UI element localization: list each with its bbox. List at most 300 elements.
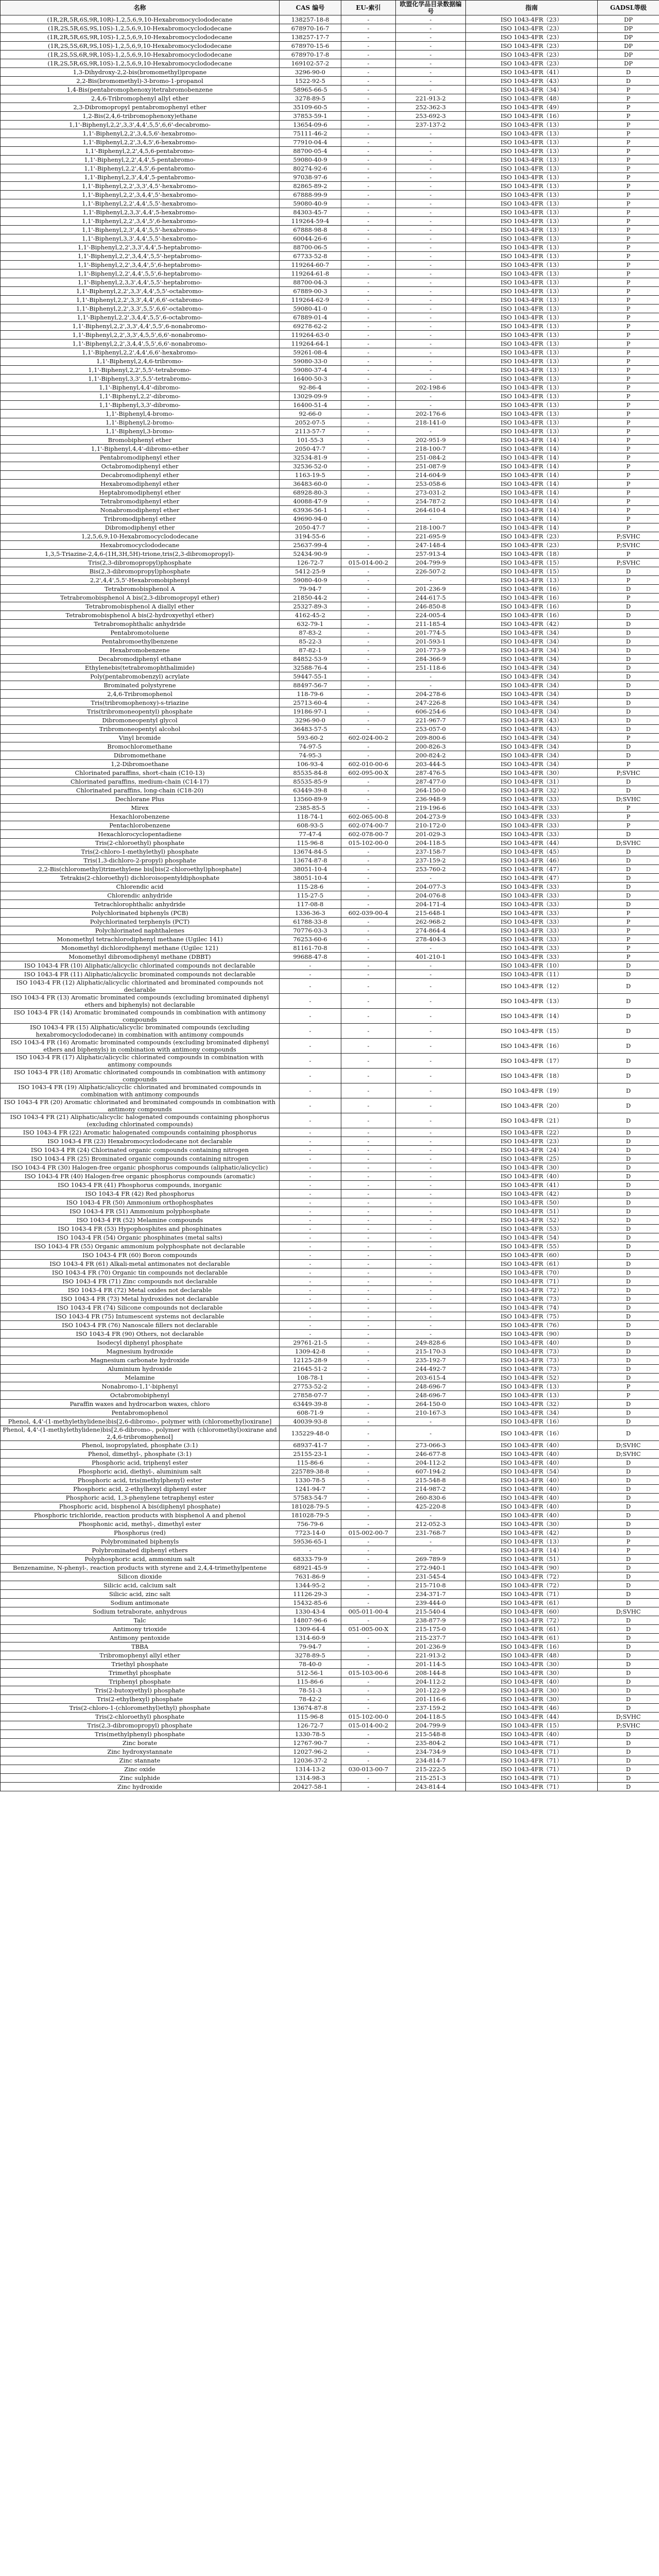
cell-eu-index: - — [341, 191, 396, 199]
cell-cas-number: 63449-39-8 — [280, 1400, 341, 1409]
cell-gadsl-level: D — [598, 681, 659, 690]
cell-gadsl-level: D — [598, 1137, 659, 1146]
cell-cas-number: 59447-55-1 — [280, 672, 341, 681]
cell-ec-number: 210-172-0 — [396, 821, 466, 830]
cell-gadsl-level: D — [598, 1098, 659, 1113]
cell-ec-number: - — [396, 24, 466, 33]
cell-ec-number: 202-198-6 — [396, 383, 466, 392]
cell-guideline: ISO 1043-4FR（33） — [466, 812, 598, 821]
table-row — [1, 918, 659, 926]
cell-eu-index: - — [341, 471, 396, 480]
table-row — [1, 410, 659, 418]
cell-cas-number: 21850-44-2 — [280, 594, 341, 602]
cell-guideline: ISO 1043-4FR（13） — [466, 138, 598, 147]
cell-guideline: ISO 1043-4FR（52） — [466, 1374, 598, 1382]
cell-ec-number: 237-137-2 — [396, 121, 466, 129]
cell-name: Mirex — [1, 804, 280, 812]
cell-guideline: ISO 1043-4FR（14） — [466, 523, 598, 532]
cell-cas-number: 59261-08-4 — [280, 348, 341, 357]
cell-ec-number: - — [396, 287, 466, 296]
cell-name: ISO 1043-4 FR (52) Melamine compounds — [1, 1216, 280, 1225]
cell-cas-number: - — [280, 961, 341, 970]
cell-name: 1,1'-Biphenyl,4-bromo- — [1, 410, 280, 418]
cell-eu-index: - — [341, 804, 396, 812]
cell-eu-index: - — [341, 1417, 396, 1426]
cell-name: ISO 1043-4 FR (24) Chlorinated organic compounds containing nitrogen — [1, 1146, 280, 1155]
cell-guideline: ISO 1043-4FR（71） — [466, 1748, 598, 1756]
cell-gadsl-level: P — [598, 313, 659, 322]
cell-gadsl-level: D — [598, 1616, 659, 1625]
cell-ec-number: - — [396, 129, 466, 138]
cell-ec-number: 214-987-2 — [396, 1485, 466, 1494]
cell-guideline: ISO 1043-4FR（71） — [466, 1277, 598, 1286]
cell-eu-index: - — [341, 1695, 396, 1704]
table-row — [1, 1774, 659, 1783]
cell-cas-number: - — [280, 1054, 341, 1069]
table-row — [1, 734, 659, 742]
cell-name: 1,3,5-Triazine-2,4,6-(1H,3H,5H)-trione,tris(2,3-dibromopropyl)- — [1, 550, 280, 558]
table-row — [1, 664, 659, 672]
cell-cas-number: 36483-60-0 — [280, 480, 341, 488]
table-row — [1, 1581, 659, 1590]
cell-name: Phenol, 4,4'-(1-methylethylidene)bis[2,6-dibromo-, polymer with (chloromethyl)oxirane] — [1, 1417, 280, 1426]
cell-name: ISO 1043-4 FR (21) Aliphatic/alicyclic halogenated compounds containing phosphorus (excluding chlorinated compounds) — [1, 1113, 280, 1128]
cell-gadsl-level: D — [598, 1634, 659, 1642]
cell-gadsl-level: P — [598, 576, 659, 585]
cell-ec-number: 253-692-3 — [396, 112, 466, 121]
cell-guideline: ISO 1043-4FR（40） — [466, 1172, 598, 1181]
cell-cas-number: 59536-65-1 — [280, 1537, 341, 1546]
cell-gadsl-level: D — [598, 1128, 659, 1137]
cell-cas-number: 74-95-3 — [280, 751, 341, 760]
cell-name: ISO 1043-4 FR (90) Others, not declarable — [1, 1330, 280, 1338]
cell-gadsl-level: P — [598, 453, 659, 462]
table-row — [1, 436, 659, 445]
cell-name: ISO 1043-4 FR (19) Aliphatic/alicyclic chlorinated and brominated compounds in combination with antimony compounds — [1, 1083, 280, 1098]
table-row — [1, 1409, 659, 1417]
cell-eu-index: - — [341, 1564, 396, 1572]
cell-ec-number: - — [396, 1546, 466, 1555]
table-row — [1, 804, 659, 812]
cell-cas-number: 169102-57-2 — [280, 59, 341, 68]
table-row — [1, 865, 659, 874]
cell-cas-number: 75111-46-2 — [280, 129, 341, 138]
table-row — [1, 1155, 659, 1163]
cell-guideline: ISO 1043-4FR（34） — [466, 629, 598, 637]
cell-gadsl-level: P — [598, 734, 659, 742]
cell-name: Magnesium carbonate hydroxide — [1, 1356, 280, 1365]
cell-guideline: ISO 1043-4FR（34） — [466, 637, 598, 646]
cell-gadsl-level: D — [598, 777, 659, 786]
cell-guideline: ISO 1043-4FR（34） — [466, 655, 598, 664]
table-row — [1, 681, 659, 690]
cell-name: Monomethyl tetrachlorodiphenyl methane (Ugilec 141) — [1, 935, 280, 944]
table-row — [1, 953, 659, 961]
table-row — [1, 1312, 659, 1321]
cell-guideline: ISO 1043-4FR（51） — [466, 1555, 598, 1564]
cell-cas-number: 3296-90-0 — [280, 68, 341, 77]
cell-name: 1,1'-Biphenyl,2,2',4,4',5,5',6-heptabromo- — [1, 269, 280, 278]
cell-ec-number: - — [396, 234, 466, 243]
table-row — [1, 1686, 659, 1695]
cell-gadsl-level: D — [598, 1555, 659, 1564]
cell-name: Dibromomethane — [1, 751, 280, 760]
table-row — [1, 970, 659, 979]
cell-eu-index: - — [341, 1391, 396, 1400]
cell-ec-number: 219-196-6 — [396, 804, 466, 812]
cell-eu-index: - — [341, 234, 396, 243]
cell-name: 2,2',4,4',5,5'-Hexabromobiphenyl — [1, 576, 280, 585]
cell-name: Tris(2,3-dibromopropyl)phosphate — [1, 558, 280, 567]
cell-guideline: ISO 1043-4FR（13） — [466, 383, 598, 392]
cell-eu-index: - — [341, 1774, 396, 1783]
table-row — [1, 515, 659, 523]
cell-name: ISO 1043-4 FR (55) Organic ammonium polyphosphate not declarable — [1, 1242, 280, 1251]
cell-ec-number: 234-734-9 — [396, 1748, 466, 1756]
cell-gadsl-level: D — [598, 1286, 659, 1295]
cell-ec-number: 253-058-6 — [396, 480, 466, 488]
cell-guideline: ISO 1043-4FR（33） — [466, 944, 598, 953]
cell-gadsl-level: D — [598, 1155, 659, 1163]
cell-cas-number: 13674-87-8 — [280, 1704, 341, 1713]
cell-guideline: ISO 1043-4FR（33） — [466, 918, 598, 926]
cell-cas-number: - — [280, 1260, 341, 1268]
cell-gadsl-level: D — [598, 1251, 659, 1260]
cell-ec-number: - — [396, 331, 466, 340]
table-row — [1, 1181, 659, 1190]
cell-guideline: ISO 1043-4FR（14） — [466, 480, 598, 488]
cell-name: Polybrominated diphenyl ethers — [1, 1546, 280, 1555]
cell-name: Tris(2-butoxyethyl) phosphate — [1, 1686, 280, 1695]
cell-name: Tetrachlorophthalic anhydride — [1, 900, 280, 909]
table-row — [1, 1485, 659, 1494]
cell-ec-number: - — [396, 970, 466, 979]
cell-gadsl-level: D — [598, 1083, 659, 1098]
cell-name: 2,2-Bis(bromomethyl)-3-bromo-1-propanol — [1, 77, 280, 86]
cell-gadsl-level: D — [598, 68, 659, 77]
cell-eu-index: - — [341, 24, 396, 33]
cell-name: 2,4,6-Tribromophenol — [1, 690, 280, 699]
cell-guideline: ISO 1043-4FR（30） — [466, 1695, 598, 1704]
cell-ec-number: 264-150-0 — [396, 786, 466, 795]
cell-cas-number: - — [280, 1190, 341, 1198]
cell-guideline: ISO 1043-4FR（40） — [466, 1450, 598, 1459]
cell-guideline: ISO 1043-4FR（61） — [466, 1634, 598, 1642]
cell-guideline: ISO 1043-4FR（61） — [466, 1260, 598, 1268]
cell-guideline: ISO 1043-4FR（14） — [466, 436, 598, 445]
cell-gadsl-level: D — [598, 655, 659, 664]
cell-name: ISO 1043-4 FR (11) Aliphatic/alicyclic brominated compounds not declarable — [1, 970, 280, 979]
cell-eu-index: - — [341, 1039, 396, 1054]
cell-gadsl-level: P — [598, 296, 659, 304]
cell-name: Zinc hydroxystannate — [1, 1748, 280, 1756]
cell-guideline: ISO 1043-4FR（34） — [466, 751, 598, 760]
cell-eu-index: - — [341, 865, 396, 874]
cell-cas-number: 67889-01-4 — [280, 313, 341, 322]
cell-gadsl-level: D — [598, 672, 659, 681]
cell-name: 1,1'-Biphenyl,2,2',3,3',4,4',5,5',6,6'-decabromo- — [1, 121, 280, 129]
cell-gadsl-level: P — [598, 804, 659, 812]
cell-guideline: ISO 1043-4FR（51） — [466, 1207, 598, 1216]
cell-name: Dechlorane Plus — [1, 795, 280, 804]
cell-eu-index: - — [341, 33, 396, 42]
cell-cas-number: 67889-00-3 — [280, 287, 341, 296]
cell-guideline: ISO 1043-4FR（60） — [466, 1607, 598, 1616]
cell-gadsl-level: P — [598, 138, 659, 147]
cell-ec-number: 215-175-0 — [396, 1625, 466, 1634]
table-row — [1, 147, 659, 156]
table-row — [1, 567, 659, 576]
cell-gadsl-level: P — [598, 812, 659, 821]
cell-ec-number: 218-100-7 — [396, 445, 466, 453]
cell-gadsl-level: P — [598, 401, 659, 410]
cell-name: Dibromodiphenyl ether — [1, 523, 280, 532]
cell-cas-number: 115-86-6 — [280, 1677, 341, 1686]
cell-guideline: ISO 1043-4FR（70） — [466, 1268, 598, 1277]
cell-eu-index: - — [341, 418, 396, 427]
cell-name: Tetrakis(2-chloroethyl) dichloroisopentyldiphosphate — [1, 874, 280, 883]
cell-ec-number: 215-540-4 — [396, 1607, 466, 1616]
cell-guideline: ISO 1043-4FR（61） — [466, 1599, 598, 1607]
cell-ec-number: - — [396, 401, 466, 410]
cell-ec-number: 237-159-2 — [396, 1704, 466, 1713]
cell-guideline: ISO 1043-4FR（13） — [466, 1391, 598, 1400]
cell-ec-number: - — [396, 296, 466, 304]
cell-eu-index: - — [341, 1295, 396, 1303]
cell-cas-number: 1344-95-2 — [280, 1581, 341, 1590]
cell-eu-index: 602-024-00-2 — [341, 734, 396, 742]
cell-ec-number: - — [396, 1024, 466, 1039]
cell-gadsl-level: P — [598, 86, 659, 94]
cell-guideline: ISO 1043-4FR（11） — [466, 970, 598, 979]
cell-name: Chlorendic acid — [1, 883, 280, 891]
cell-cas-number: 3296-90-0 — [280, 716, 341, 725]
cell-gadsl-level: D — [598, 1400, 659, 1409]
table-row — [1, 77, 659, 86]
cell-eu-index: - — [341, 1137, 396, 1146]
cell-eu-index: - — [341, 1277, 396, 1286]
table-row — [1, 234, 659, 243]
cell-ec-number: 235-192-7 — [396, 1356, 466, 1365]
cell-guideline: ISO 1043-4FR（41） — [466, 68, 598, 77]
cell-gadsl-level: P — [598, 410, 659, 418]
cell-cas-number: - — [280, 1155, 341, 1163]
table-row — [1, 900, 659, 909]
cell-ec-number: - — [396, 77, 466, 86]
cell-ec-number: 248-696-7 — [396, 1391, 466, 1400]
table-row — [1, 1321, 659, 1330]
cell-gadsl-level: D — [598, 690, 659, 699]
cell-name: Heptabromodiphenyl ether — [1, 488, 280, 497]
cell-cas-number: 21645-51-2 — [280, 1365, 341, 1374]
cell-eu-index: 051-005-00-X — [341, 1625, 396, 1634]
cell-eu-index: - — [341, 59, 396, 68]
table-row — [1, 874, 659, 883]
cell-cas-number: 7723-14-0 — [280, 1529, 341, 1537]
cell-cas-number: - — [280, 1268, 341, 1277]
cell-cas-number: 74-97-5 — [280, 742, 341, 751]
cell-guideline: ISO 1043-4FR（13） — [466, 366, 598, 375]
cell-eu-index: - — [341, 1634, 396, 1642]
cell-eu-index: - — [341, 1677, 396, 1686]
cell-gadsl-level: D — [598, 1356, 659, 1365]
cell-cas-number: 115-27-5 — [280, 891, 341, 900]
cell-cas-number: 59080-33-0 — [280, 357, 341, 366]
cell-eu-index: - — [341, 226, 396, 234]
cell-ec-number: - — [396, 1312, 466, 1321]
cell-ec-number: 607-194-2 — [396, 1467, 466, 1476]
cell-cas-number: - — [280, 1181, 341, 1190]
cell-ec-number: - — [396, 427, 466, 436]
cell-name: Phosphoric acid, triphenyl ester — [1, 1459, 280, 1467]
cell-name: (1R,2S,5S,6R,9R,10S)-1,2,5,6,9,10-Hexabromocyclododecane — [1, 50, 280, 59]
table-row — [1, 1225, 659, 1233]
cell-name: 2,4,6-Tribromophenyl allyl ether — [1, 94, 280, 103]
cell-eu-index: - — [341, 1303, 396, 1312]
cell-name: 2,3-Dibromopropyl pentabromophenyl ether — [1, 103, 280, 112]
cell-cas-number: 79-94-7 — [280, 585, 341, 594]
table-row — [1, 1713, 659, 1721]
cell-cas-number: - — [280, 1233, 341, 1242]
cell-cas-number: 97038-97-6 — [280, 173, 341, 182]
header-name: 名称 — [1, 1, 280, 15]
table-row — [1, 944, 659, 953]
table-row — [1, 1502, 659, 1511]
cell-gadsl-level: P — [598, 164, 659, 173]
cell-cas-number: 106-93-4 — [280, 760, 341, 769]
cell-gadsl-level: P — [598, 208, 659, 217]
cell-name: Chlorinated paraffins, long-chain (C18-20) — [1, 786, 280, 795]
cell-name: Zinc stannate — [1, 1756, 280, 1765]
cell-eu-index: 602-039-00-4 — [341, 909, 396, 918]
cell-gadsl-level: D — [598, 716, 659, 725]
table-row — [1, 1756, 659, 1765]
cell-name: Isodecyl diphenyl phosphate — [1, 1338, 280, 1347]
cell-cas-number: 126-72-7 — [280, 1721, 341, 1730]
cell-guideline: ISO 1043-4FR（16） — [466, 611, 598, 620]
table-row — [1, 1083, 659, 1098]
cell-eu-index: - — [341, 392, 396, 401]
cell-name: ISO 1043-4 FR (53) Hypophosphites and phosphinates — [1, 1225, 280, 1233]
cell-cas-number: 119264-59-4 — [280, 217, 341, 226]
cell-name: 1,1'-Biphenyl,2,2',5,5'-tetrabromo- — [1, 366, 280, 375]
cell-cas-number: 59080-37-4 — [280, 366, 341, 375]
table-row — [1, 94, 659, 103]
cell-ec-number: 284-366-9 — [396, 655, 466, 664]
cell-ec-number: - — [396, 1083, 466, 1098]
cell-gadsl-level: DP — [598, 42, 659, 50]
cell-name: ISO 1043-4 FR (70) Organic tin compounds not declarable — [1, 1268, 280, 1277]
table-row — [1, 1616, 659, 1625]
cell-eu-index: - — [341, 1181, 396, 1190]
cell-gadsl-level: D — [598, 1163, 659, 1172]
cell-name: Tris(2-chloroethyl) phosphate — [1, 1713, 280, 1721]
cell-name: 1,2,5,6,9,10-Hexabromocyclododecane — [1, 532, 280, 541]
cell-name: 1,3-Dihydroxy-2,2-bis(bromomethyl)propane — [1, 68, 280, 77]
cell-gadsl-level: D — [598, 1485, 659, 1494]
cell-ec-number: 204-077-3 — [396, 883, 466, 891]
cell-name: 1,1'-Biphenyl,2,2',3,3',5,5',6,6'-octabromo- — [1, 304, 280, 313]
table-row — [1, 33, 659, 42]
table-row — [1, 629, 659, 637]
cell-eu-index: - — [341, 156, 396, 164]
cell-gadsl-level: P — [598, 129, 659, 138]
table-row — [1, 313, 659, 322]
cell-guideline: ISO 1043-4FR（71） — [466, 1774, 598, 1783]
table-row — [1, 812, 659, 821]
cell-eu-index: - — [341, 1651, 396, 1660]
cell-name: Polychlorinated terphenyls (PCT) — [1, 918, 280, 926]
cell-ec-number: - — [396, 15, 466, 24]
cell-eu-index: - — [341, 383, 396, 392]
table-row — [1, 445, 659, 453]
cell-cas-number: 512-56-1 — [280, 1669, 341, 1677]
cell-cas-number: 25155-23-1 — [280, 1450, 341, 1459]
cell-ec-number: - — [396, 1426, 466, 1441]
cell-gadsl-level: D — [598, 1113, 659, 1128]
table-row — [1, 1494, 659, 1502]
cell-gadsl-level: P — [598, 322, 659, 331]
cell-ec-number: - — [396, 278, 466, 287]
cell-eu-index: - — [341, 497, 396, 506]
cell-cas-number: 13654-09-6 — [280, 121, 341, 129]
table-row — [1, 1303, 659, 1312]
cell-ec-number: - — [396, 1163, 466, 1172]
cell-guideline: ISO 1043-4FR（14） — [466, 1546, 598, 1555]
cell-eu-index: - — [341, 532, 396, 541]
cell-ec-number: - — [396, 994, 466, 1009]
cell-cas-number: 12027-96-2 — [280, 1748, 341, 1756]
cell-name: Tetrabromophthalic anhydride — [1, 620, 280, 629]
table-row — [1, 1039, 659, 1054]
cell-ec-number: 201-122-9 — [396, 1686, 466, 1695]
cell-gadsl-level: P — [598, 375, 659, 383]
table-row — [1, 558, 659, 567]
cell-eu-index: 030-013-00-7 — [341, 1765, 396, 1774]
cell-name: Chlorinated paraffins, short-chain (C10-13) — [1, 769, 280, 777]
cell-name: Ethylenebis(tetrabromophthalimide) — [1, 664, 280, 672]
cell-gadsl-level: D — [598, 1686, 659, 1695]
cell-eu-index: - — [341, 1009, 396, 1024]
cell-cas-number: 115-96-8 — [280, 1713, 341, 1721]
table-row — [1, 1069, 659, 1083]
cell-guideline: ISO 1043-4FR（40） — [466, 1730, 598, 1739]
cell-cas-number: 40088-47-9 — [280, 497, 341, 506]
cell-gadsl-level: P — [598, 243, 659, 252]
table-row — [1, 926, 659, 935]
cell-eu-index: - — [341, 129, 396, 138]
table-row — [1, 1417, 659, 1426]
table-row — [1, 1382, 659, 1391]
cell-eu-index: - — [341, 15, 396, 24]
cell-eu-index: - — [341, 1365, 396, 1374]
cell-guideline: ISO 1043-4FR（74） — [466, 1303, 598, 1312]
cell-name: 1,1'-Biphenyl,2,2',3,4,4',5'-hexabromo- — [1, 191, 280, 199]
cell-gadsl-level: D — [598, 1660, 659, 1669]
cell-gadsl-level: D — [598, 1642, 659, 1651]
cell-guideline: ISO 1043-4FR（13） — [466, 331, 598, 340]
cell-ec-number: - — [396, 1303, 466, 1312]
cell-ec-number: - — [396, 392, 466, 401]
cell-ec-number: 249-828-6 — [396, 1338, 466, 1347]
cell-eu-index: - — [341, 690, 396, 699]
cell-guideline: ISO 1043-4FR（34） — [466, 699, 598, 707]
cell-gadsl-level: D — [598, 1502, 659, 1511]
cell-cas-number: 70776-03-3 — [280, 926, 341, 935]
cell-cas-number: 115-28-6 — [280, 883, 341, 891]
cell-name: 1,1'-Biphenyl,2,2',3,4,4',5',6-heptabromo- — [1, 261, 280, 269]
cell-ec-number: - — [396, 1181, 466, 1190]
